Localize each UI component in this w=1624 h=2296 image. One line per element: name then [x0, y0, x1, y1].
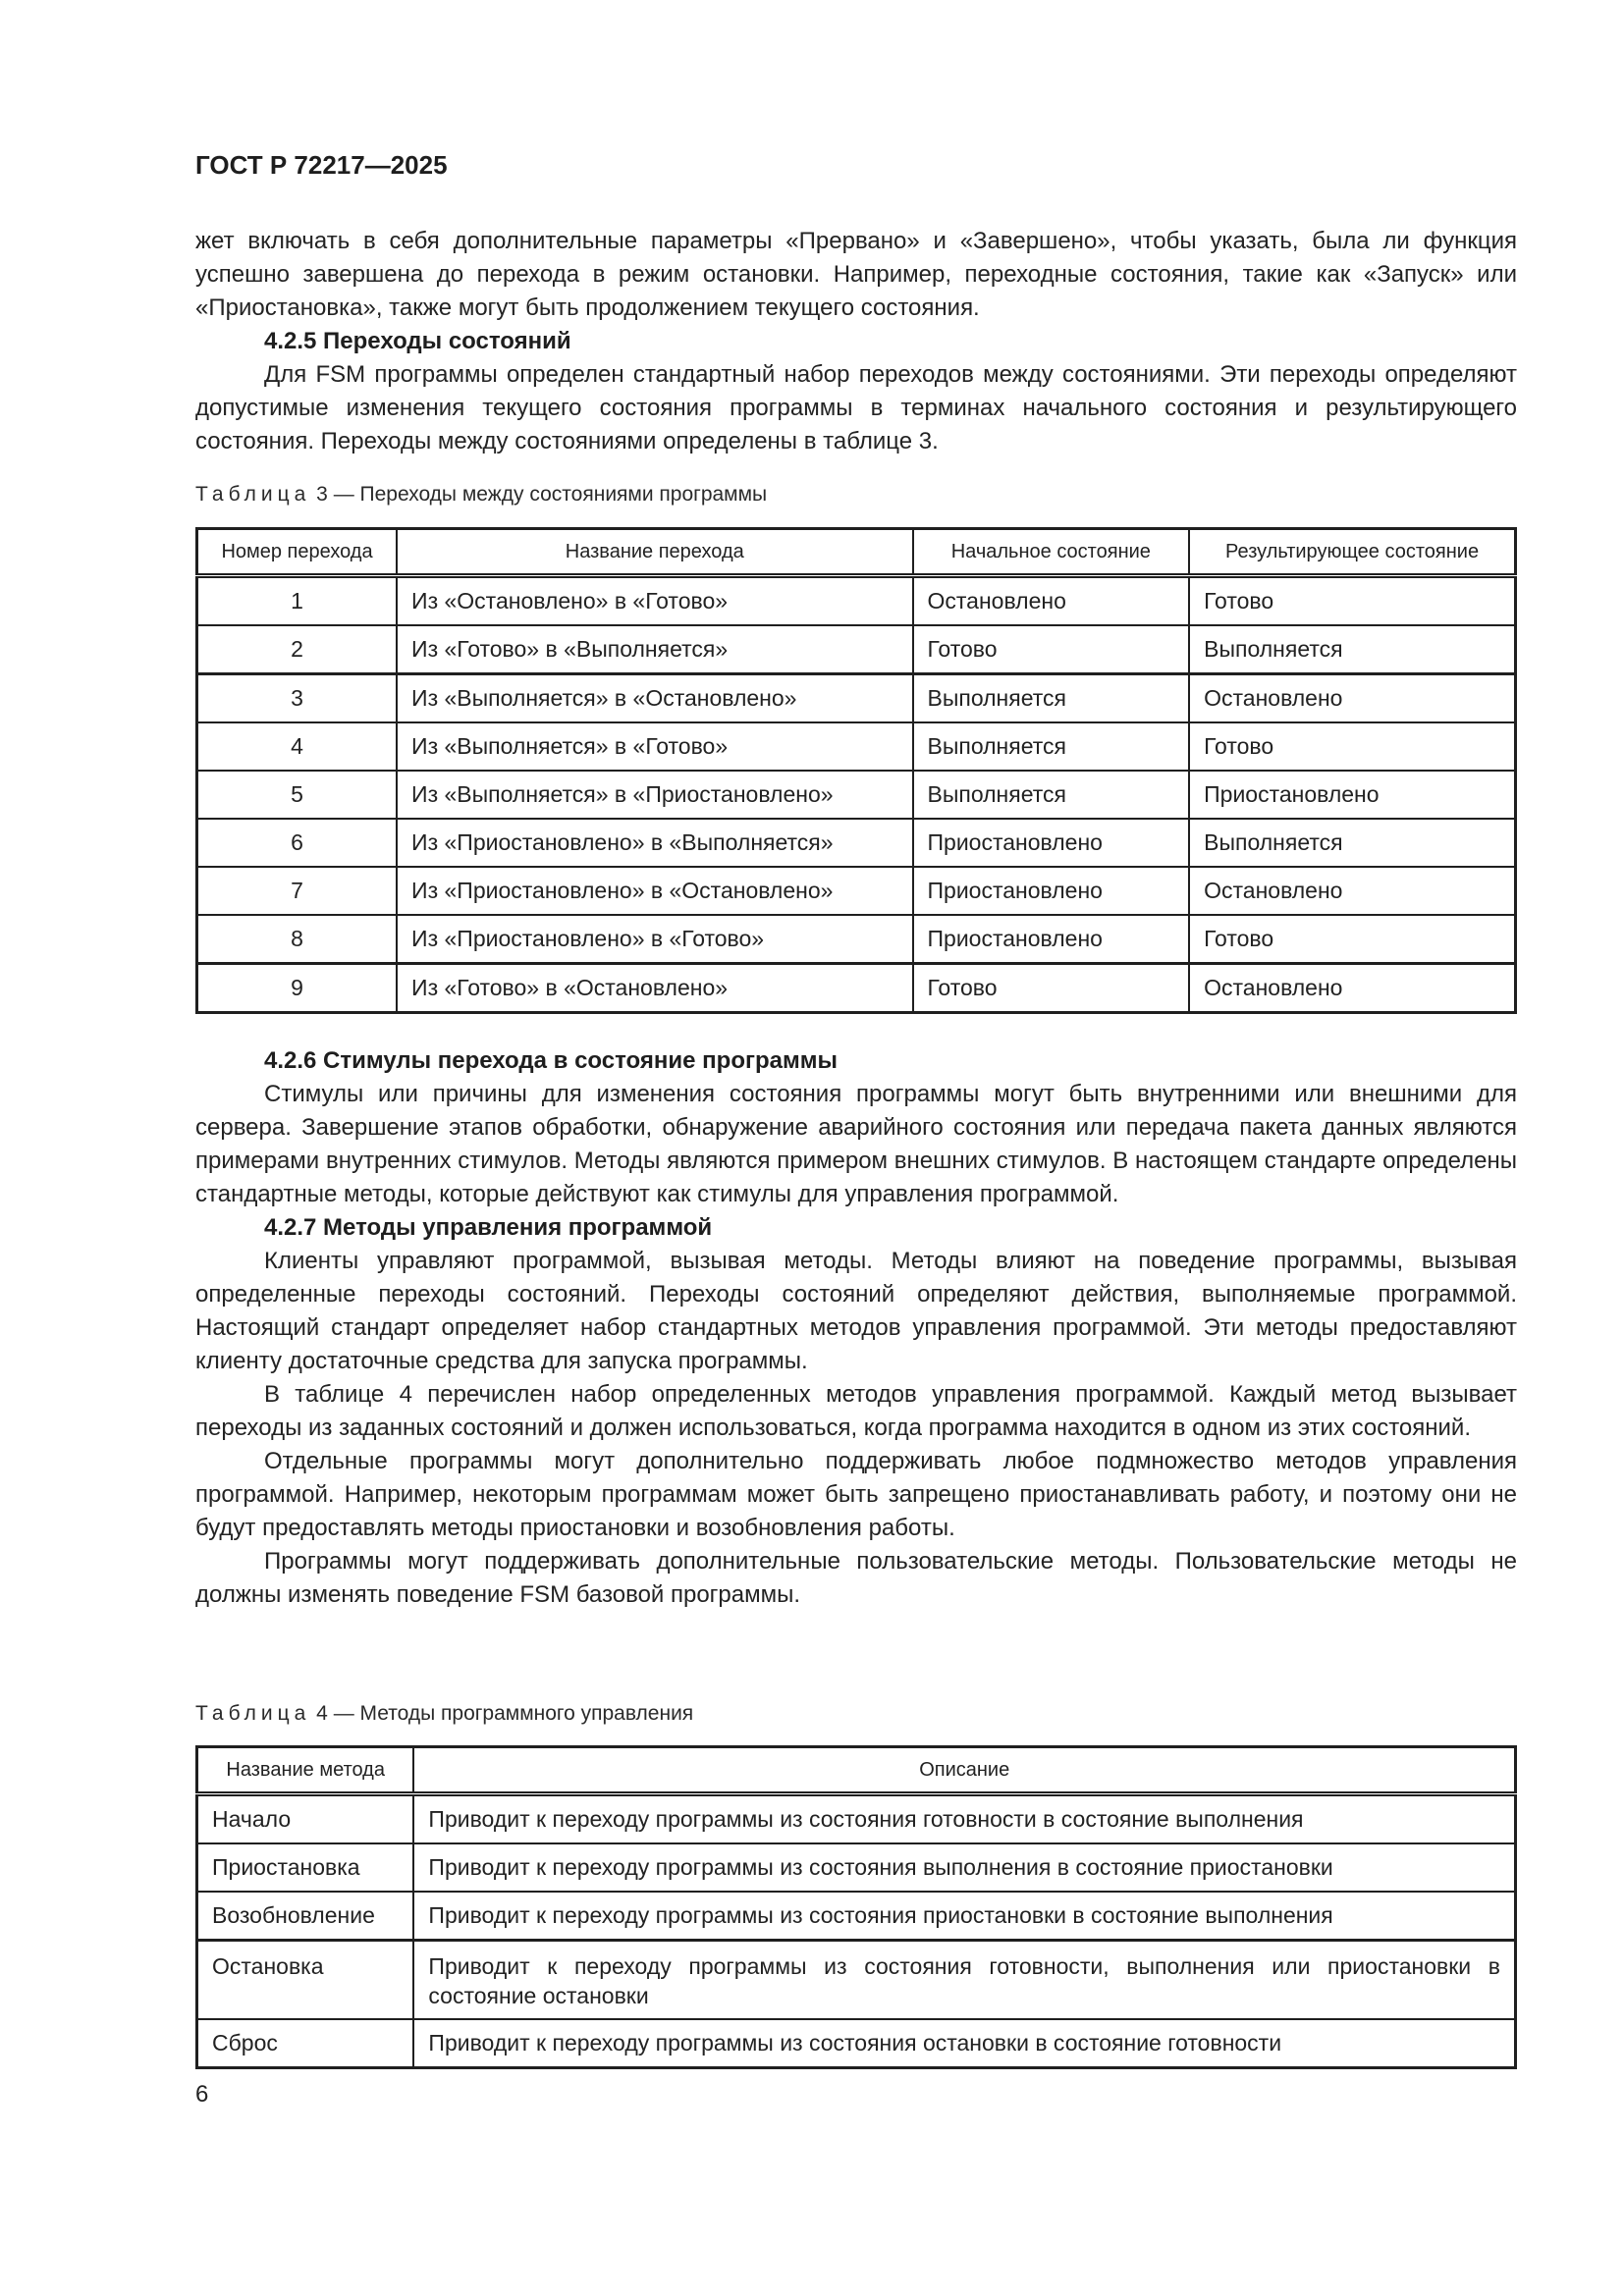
- table4-header-row: [197, 1747, 1516, 1794]
- table3-caption-word: Таблица: [195, 483, 311, 506]
- section-top-text: [195, 225, 1517, 458]
- table-row: [197, 1843, 1516, 1892]
- paragraph-table4-intro: В таблице 4 перечислен набор определенных методов управления программой. Каждый метод вызывает переходы из заданных состояний и должен использоваться, когда программа находится в одном из этих состояний.: [195, 1381, 1517, 1441]
- cell-result-state: Выполняется: [1189, 819, 1515, 867]
- cell-number: 6: [197, 819, 398, 867]
- table3-header-number: Номер перехода: [197, 529, 398, 576]
- cell-method-description: Приводит к переходу программы из состояния выполнения в состояние приостановки: [413, 1843, 1515, 1892]
- heading-4-2-5: 4.2.5 Переходы состояний: [264, 328, 571, 354]
- table-row: [197, 2019, 1516, 2068]
- cell-result-state: Готово: [1189, 576, 1515, 626]
- table-row: [197, 771, 1516, 819]
- cell-initial-state: Выполняется: [913, 722, 1190, 771]
- table-row: [197, 674, 1516, 723]
- table3-header-row: [197, 529, 1516, 576]
- table-row: [197, 576, 1516, 626]
- cell-transition-name: Из «Готово» в «Остановлено»: [397, 964, 912, 1013]
- table3-header-name: Название перехода: [397, 529, 912, 576]
- table-row: [197, 1892, 1516, 1941]
- cell-number: 8: [197, 915, 398, 964]
- cell-number: 9: [197, 964, 398, 1013]
- paragraph-stimuli: Стимулы или причины для изменения состояния программы могут быть внутренними или внешними для сервера. Завершение этапов обработки, обнаружение аварийного состояния или передача пакета данных являются примерами внутренних стимулов. Методы являются примером внешних стимулов. В настоящем стандарте определены стандартные методы, которые действуют как стимулы для управления программой.: [195, 1081, 1517, 1207]
- cell-method-description: Приводит к переходу программы из состояния готовности, выполнения или приостановки в состояние остановки: [413, 1941, 1515, 2020]
- cell-transition-name: Из «Приостановлено» в «Готово»: [397, 915, 912, 964]
- table4-header-description: Описание: [413, 1747, 1515, 1794]
- cell-number: 4: [197, 722, 398, 771]
- cell-initial-state: Приостановлено: [913, 915, 1190, 964]
- table-row: [197, 1941, 1516, 2020]
- cell-result-state: Остановлено: [1189, 964, 1515, 1013]
- paragraph-clients-methods: Клиенты управляют программой, вызывая методы. Методы влияют на поведение программы, вызывая определенные переходы состояний. Переходы состояний определяют действия, выполняемые программой. Настоящий стандарт определяет набор стандартных методов управления программой. Эти методы предоставляют клиенту достаточные средства для запуска программы.: [195, 1248, 1517, 1374]
- cell-number: 3: [197, 674, 398, 723]
- cell-result-state: Готово: [1189, 915, 1515, 964]
- paragraph-subset-methods: Отдельные программы могут дополнительно поддерживать любое подмножество методов управления программой. Например, некоторым программам может быть запрещено приостанавливать работу, и поэтому они не будут предоставлять методы приостановки и возобновления работы.: [195, 1448, 1517, 1541]
- table-row: [197, 915, 1516, 964]
- cell-method-name: Сброс: [197, 2019, 414, 2068]
- table-row: [197, 867, 1516, 915]
- cell-initial-state: Приостановлено: [913, 867, 1190, 915]
- cell-method-name: Приостановка: [197, 1843, 414, 1892]
- table-row: [197, 625, 1516, 674]
- table-row: [197, 819, 1516, 867]
- cell-initial-state: Выполняется: [913, 771, 1190, 819]
- table4-caption-word: Таблица: [195, 1702, 311, 1725]
- cell-result-state: Приостановлено: [1189, 771, 1515, 819]
- paragraph-transitions-intro: Для FSM программы определен стандартный набор переходов между состояниями. Эти переходы определяют допустимые изменения текущего состояния программы в терминах начального состояния и результирующего состояния. Переходы между состояниями определены в таблице 3.: [195, 361, 1517, 454]
- cell-transition-name: Из «Приостановлено» в «Выполняется»: [397, 819, 912, 867]
- table4-header-method: Название метода: [197, 1747, 414, 1794]
- cell-initial-state: Приостановлено: [913, 819, 1190, 867]
- table-row: [197, 1794, 1516, 1844]
- cell-number: 1: [197, 576, 398, 626]
- cell-initial-state: Готово: [913, 625, 1190, 674]
- page-number: 6: [195, 2081, 209, 2108]
- cell-method-name: Начало: [197, 1794, 414, 1844]
- heading-4-2-7: 4.2.7 Методы управления программой: [264, 1214, 713, 1241]
- cell-transition-name: Из «Приостановлено» в «Остановлено»: [397, 867, 912, 915]
- table4-caption: [195, 1702, 693, 1726]
- cell-number: 5: [197, 771, 398, 819]
- cell-initial-state: Готово: [913, 964, 1190, 1013]
- cell-result-state: Остановлено: [1189, 674, 1515, 723]
- cell-result-state: Остановлено: [1189, 867, 1515, 915]
- cell-method-description: Приводит к переходу программы из состояния остановки в состояние готовности: [413, 2019, 1515, 2068]
- document-id-header: ГОСТ Р 72217—2025: [195, 150, 448, 180]
- table3-header-initial: Начальное состояние: [913, 529, 1190, 576]
- table3-caption-title: 3 — Переходы между состояниями программы: [310, 483, 768, 506]
- cell-transition-name: Из «Остановлено» в «Готово»: [397, 576, 912, 626]
- cell-result-state: Выполняется: [1189, 625, 1515, 674]
- cell-initial-state: Выполняется: [913, 674, 1190, 723]
- paragraph-continuation: жет включать в себя дополнительные параметры «Прервано» и «Завершено», чтобы указать, была ли функция успешно завершена до перехода в режим остановки. Например, переходные состояния, такие как «Запуск» или «Приостановка», также могут быть продолжением текущего состояния.: [195, 228, 1517, 321]
- table-row: [197, 722, 1516, 771]
- cell-transition-name: Из «Выполняется» в «Приостановлено»: [397, 771, 912, 819]
- cell-method-description: Приводит к переходу программы из состояния приостановки в состояние выполнения: [413, 1892, 1515, 1941]
- cell-method-name: Остановка: [197, 1941, 414, 2020]
- table-control-methods: [195, 1745, 1517, 2069]
- cell-method-description: Приводит к переходу программы из состояния готовности в состояние выполнения: [413, 1794, 1515, 1844]
- paragraph-custom-methods: Программы могут поддерживать дополнительные пользовательские методы. Пользовательские методы не должны изменять поведение FSM базовой программы.: [195, 1548, 1517, 1608]
- cell-result-state: Готово: [1189, 722, 1515, 771]
- table-row: [197, 964, 1516, 1013]
- cell-transition-name: Из «Готово» в «Выполняется»: [397, 625, 912, 674]
- table3-caption: [195, 483, 767, 507]
- cell-initial-state: Остановлено: [913, 576, 1190, 626]
- table3-header-result: Результирующее состояние: [1189, 529, 1515, 576]
- table4-caption-title: 4 — Методы программного управления: [310, 1702, 694, 1725]
- table-state-transitions: [195, 527, 1517, 1014]
- cell-number: 2: [197, 625, 398, 674]
- cell-transition-name: Из «Выполняется» в «Готово»: [397, 722, 912, 771]
- section-middle-text: [195, 1044, 1517, 1612]
- cell-transition-name: Из «Выполняется» в «Остановлено»: [397, 674, 912, 723]
- cell-number: 7: [197, 867, 398, 915]
- cell-method-name: Возобновление: [197, 1892, 414, 1941]
- heading-4-2-6: 4.2.6 Стимулы перехода в состояние программы: [264, 1047, 838, 1074]
